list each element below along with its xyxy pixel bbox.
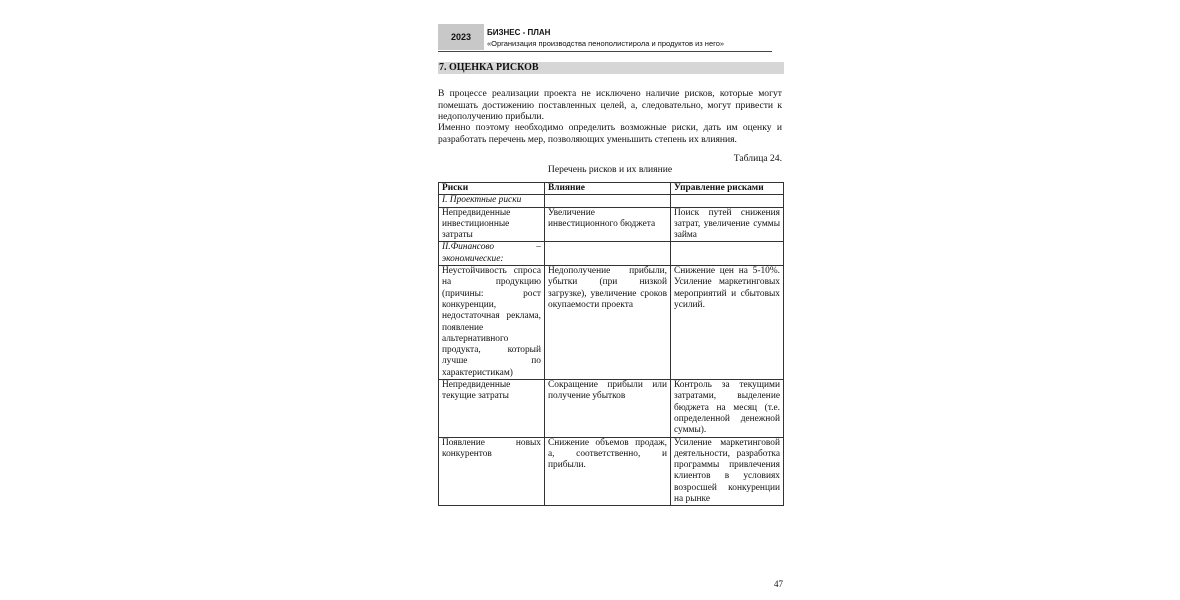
page-number: 47 <box>774 579 783 589</box>
risk-cell: Непредвиденные текущие затраты <box>439 380 545 437</box>
table-section-row <box>439 242 784 266</box>
table-section-row <box>439 195 784 207</box>
table-row <box>439 266 784 380</box>
page-header <box>438 24 772 52</box>
header-risks: Риски <box>439 183 545 195</box>
header-year: 2023 <box>438 24 484 50</box>
impact-cell: Сокращение прибыли или получение убытков <box>545 380 671 437</box>
header-management: Управление рисками <box>671 183 784 195</box>
management-cell: Контроль за текущими затратами, выделение бюджета на месяц (т.е. определенной денежной суммы). <box>671 380 784 437</box>
impact-cell: Недополучение прибыли, убытки (при низкой загрузке), увеличение сроков окупаемости проекта <box>545 266 671 380</box>
table-row <box>439 380 784 437</box>
section-financial-risks: II.Финансово – экономические: <box>439 242 545 266</box>
impact-cell: Увеличение инвестиционного бюджета <box>545 207 671 242</box>
management-cell: Усиление маркетинговой деятельности, разработка программы привлечения клиентов в условиях возросшей конкуренции на рынке <box>671 437 784 506</box>
management-cell: Снижение цен на 5-10%. Усиление маркетинговых мероприятий и сбытовых усилий. <box>671 266 784 380</box>
table-caption: Перечень рисков и их влияние <box>547 164 673 175</box>
table-row <box>439 437 784 506</box>
header-subtitle: «Организация производства пенополистирола и продуктов из него» <box>487 39 725 48</box>
header-title: БИЗНЕС - ПЛАН <box>487 28 551 37</box>
paragraph-purpose: Именно поэтому необходимо определить возможные риски, дать им оценку и разработать перечень мер, позволяющих уменьшить степень их влияния. <box>438 122 782 145</box>
risk-cell: Появление новых конкурентов <box>439 437 545 506</box>
paragraph-intro: В процессе реализации проекта не исключено наличие рисков, которые могут помешать достижению поставленных целей, а, следовательно, могут привести к недополучению прибыли. <box>438 88 782 122</box>
section-project-risks: I. Проектные риски <box>439 195 545 207</box>
header-impact: Влияние <box>545 183 671 195</box>
table-row <box>439 207 784 242</box>
section-title: 7. ОЦЕНКА РИСКОВ <box>438 62 784 74</box>
table-number: Таблица 24. <box>733 153 782 164</box>
risk-cell: Непредвиденные инвестиционные затраты <box>439 207 545 242</box>
impact-cell: Снижение объемов продаж, а, соответственно, и прибыли. <box>545 437 671 506</box>
table-header-row <box>439 183 784 195</box>
management-cell: Поиск путей снижения затрат, увеличение суммы займа <box>671 207 784 242</box>
risks-table <box>438 182 784 506</box>
risk-cell: Неустойчивость спроса на продукцию (причины: рост конкуренции, недостаточная реклама, появление альтернативного продукта, который лучше по характеристикам) <box>439 266 545 380</box>
